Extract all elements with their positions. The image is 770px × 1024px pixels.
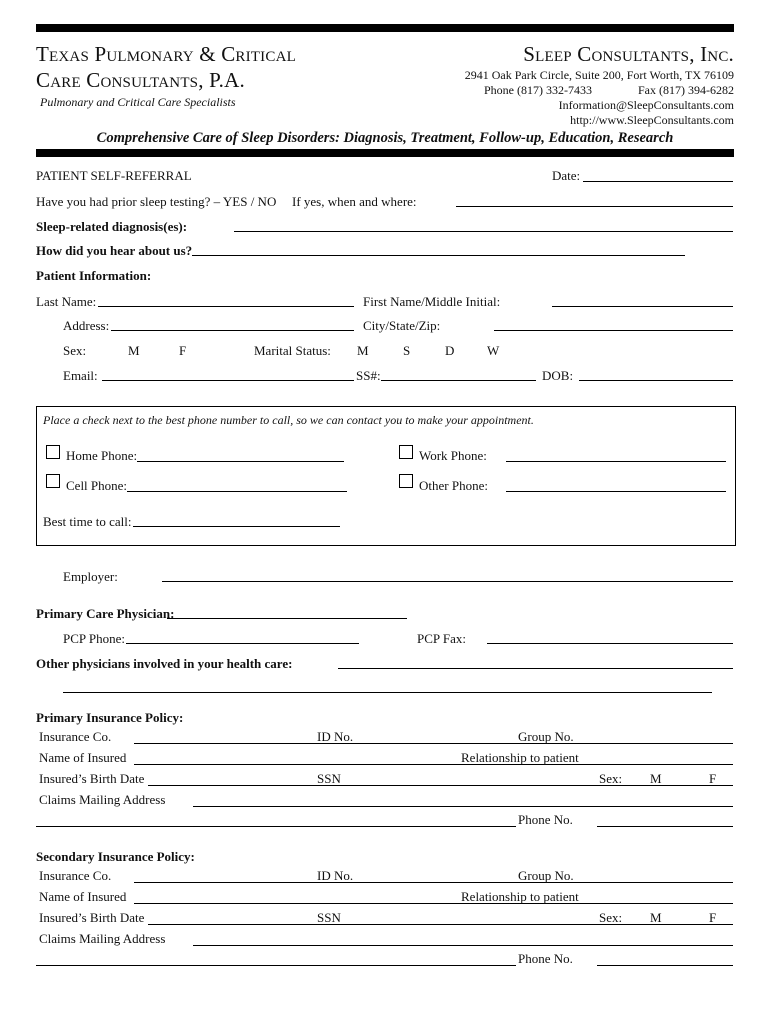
email-field[interactable] [102,380,354,381]
email-label: Email: [63,368,98,383]
secondary-ins-co-label: Insurance Co. [39,868,112,883]
org-fax: Fax (817) 394-6282 [638,83,734,97]
form-title: PATIENT SELF-REFERRAL [36,168,192,183]
secondary-claims-field[interactable] [193,945,733,946]
org-website: http://www.SleepConsultants.com [570,113,734,127]
primary-ins-heading: Primary Insurance Policy: [36,710,184,725]
marital-option-s[interactable]: S [403,343,411,358]
city-field[interactable] [494,330,733,331]
org-address: 2941 Oak Park Circle, Suite 200, Fort Worth, TX 76109 [464,68,734,82]
dob-field[interactable] [579,380,733,381]
hear-about-label: How did you hear about us? [36,243,193,258]
sex-label: Sex: [63,343,87,358]
address-field[interactable] [111,330,354,331]
dob-label: DOB: [542,368,574,383]
pcp-label: Primary Care Physician: [36,606,175,621]
work-phone-checkbox[interactable] [399,445,413,459]
secondary-insured-label: Name of Insured [39,889,127,904]
marital-option-w[interactable]: W [487,343,500,358]
best-time-field[interactable] [133,526,340,527]
secondary-birth-field[interactable] [148,924,733,925]
primary-sex-f[interactable]: F [709,771,717,786]
primary-ins-co-label: Insurance Co. [39,729,112,744]
primary-phone-field[interactable] [597,826,733,827]
secondary-sex-label: Sex: [599,910,623,925]
tagline: Comprehensive Care of Sleep Disorders: Diagnosis, Treatment, Follow-up, Education, Research [96,130,674,146]
cell-phone-checkbox[interactable] [46,474,60,488]
marital-label: Marital Status: [254,343,331,358]
primary-sex-m[interactable]: M [650,771,662,786]
secondary-ins-id-label: ID No. [317,868,354,883]
org-left-line2: Care Consultants, P.A. [36,68,245,92]
hear-about-field[interactable] [192,255,685,256]
org-left-subtitle: Pulmonary and Critical Care Specialists [40,95,236,109]
other-physicians-field[interactable] [338,668,733,669]
org-right-name: Sleep Consultants, Inc. [523,42,734,66]
secondary-phone-field[interactable] [597,965,733,966]
primary-ins-co-field[interactable] [134,743,733,744]
cell-phone-label: Cell Phone: [66,478,128,493]
work-phone-label: Work Phone: [419,448,487,463]
diagnoses-field[interactable] [234,231,733,232]
address-label: Address: [63,318,110,333]
primary-claims-label: Claims Mailing Address [39,792,166,807]
last-name-label: Last Name: [36,294,97,309]
pcp-fax-field[interactable] [487,643,733,644]
marital-option-d[interactable]: D [445,343,455,358]
date-label: Date: [552,168,581,183]
work-phone-field[interactable] [506,461,726,462]
secondary-sex-f[interactable]: F [709,910,717,925]
header-bottom-rule [36,149,734,157]
primary-birth-label: Insured’s Birth Date [39,771,145,786]
org-email: Information@SleepConsultants.com [558,98,734,112]
primary-phone-label: Phone No. [518,812,573,827]
primary-relationship-label: Relationship to patient [461,750,579,765]
employer-label: Employer: [63,569,118,584]
primary-claims-field[interactable] [193,806,733,807]
diagnoses-label: Sleep-related diagnosis(es): [36,219,188,234]
city-label: City/State/Zip: [363,318,441,333]
home-phone-label: Home Phone: [66,448,138,463]
marital-option-m[interactable]: M [357,343,369,358]
employer-field[interactable] [162,581,733,582]
primary-sex-label: Sex: [599,771,623,786]
phone-instruction: Place a check next to the best phone number to call, so we can contact you to make your appointment. [43,413,534,427]
pcp-phone-field[interactable] [126,643,359,644]
secondary-phone-label: Phone No. [518,951,573,966]
secondary-relationship-label: Relationship to patient [461,889,579,904]
secondary-ssn-label: SSN [317,910,341,925]
primary-insured-label: Name of Insured [39,750,127,765]
if-yes-label: If yes, when and where: [292,194,417,209]
secondary-sex-m[interactable]: M [650,910,662,925]
first-name-field[interactable] [552,306,733,307]
other-physicians-label: Other physicians involved in your health care: [36,656,293,671]
primary-ssn-label: SSN [317,771,341,786]
date-field[interactable] [583,181,733,182]
primary-birth-field[interactable] [148,785,733,786]
secondary-birth-label: Insured’s Birth Date [39,910,145,925]
home-phone-checkbox[interactable] [46,445,60,459]
org-phone: Phone (817) 332-7433 [484,83,592,97]
primary-ins-id-label: ID No. [317,729,354,744]
best-time-label: Best time to call: [43,514,132,529]
prior-testing-field[interactable] [456,206,733,207]
sex-option-f[interactable]: F [179,343,187,358]
primary-claims-field-2[interactable] [36,826,516,827]
home-phone-field[interactable] [137,461,344,462]
secondary-insured-field[interactable] [134,903,733,904]
patient-info-heading: Patient Information: [36,268,152,283]
pcp-fax-label: PCP Fax: [417,631,467,646]
pcp-field[interactable] [167,618,407,619]
other-phone-field[interactable] [506,491,726,492]
other-phone-checkbox[interactable] [399,474,413,488]
last-name-field[interactable] [98,306,354,307]
secondary-ins-heading: Secondary Insurance Policy: [36,849,195,864]
primary-ins-group-label: Group No. [518,729,574,744]
secondary-claims-field-2[interactable] [36,965,516,966]
other-phone-label: Other Phone: [419,478,488,493]
secondary-ins-group-label: Group No. [518,868,574,883]
primary-insured-field[interactable] [134,764,733,765]
cell-phone-field[interactable] [127,491,347,492]
prior-testing-label: Have you had prior sleep testing? – YES / NO [36,194,277,209]
ss-field[interactable] [381,380,536,381]
pcp-phone-label: PCP Phone: [63,631,126,646]
sex-option-m[interactable]: M [128,343,140,358]
secondary-claims-label: Claims Mailing Address [39,931,166,946]
ss-label: SS#: [356,368,381,383]
other-physicians-field-2[interactable] [63,692,712,693]
org-left-line1: Texas Pulmonary & Critical [36,42,296,66]
first-name-label: First Name/Middle Initial: [363,294,501,309]
top-rule [36,24,734,32]
secondary-ins-co-field[interactable] [134,882,733,883]
